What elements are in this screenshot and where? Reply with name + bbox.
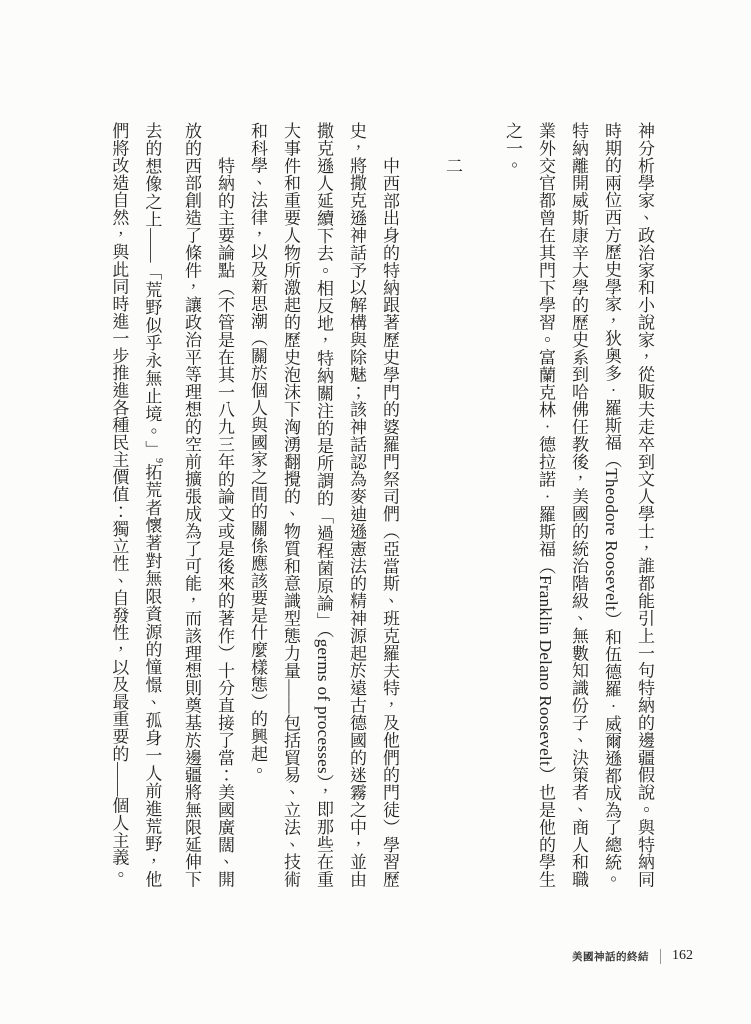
section-number: 二 xyxy=(443,157,462,175)
paragraph-3-text: 特納的主要論點（不管是在其一八九三年的論文或是後來的著作）十分直接了當：美國廣闊、開放的西部創造了條件，讓政治平等理想的空前擴張成為了可能，而該理想則奠基於邊疆將無限延伸下去的想像之上——「荒野似乎永無止境。」 xyxy=(142,122,234,888)
paragraph-2: 中西部出身的特納跟著歷史學門的婆羅門祭司們（亞當斯、班克羅夫特，及他們的門徒）學習歷史，將撒克遜神話予以解構與除魅；該神話認為麥迪遜憲法的精神源起於遠古德國的迷霧之中，並由撒克遜人延續下去。相反地，特納關注的是所謂的「過程菌原論」（germs of processes），即那些在重大事件和重要人物所激起的歷史泡沫下洶湧翻攪的、物質和意識型態力量——包括貿易、立法、技術和科學、法律，以及新思潮（關於個人與國家之間的關係應該要是什麼樣態）的興起。 xyxy=(248,122,399,888)
paragraph-1: 神分析學家、政治家和小說家，從販夫走卒到文人學士，誰都能引上一句特納的邊疆假說。與特納同時期的兩位西方歷史學家，狄奧多．羅斯福（Theodore Roosevelt）和伍德羅．威爾遜都成為了總統。特納離開威斯康辛大學的歷史系到哈佛任教後，美國的統治階級、無數知識份子、決策者、商人和職業外交官都曾在其門下學習。富蘭克林．德拉諾．羅斯福（Franklin Delano Roosevelt）也是他的學生之一。 xyxy=(503,122,654,888)
footnote-ref-9: 9 xyxy=(153,458,164,464)
page-footer xyxy=(572,946,693,966)
page-number: 162 xyxy=(672,948,693,963)
running-book-title: 美國神話的終結 xyxy=(572,950,649,963)
paragraph-3-text-continued: 拓荒者懷著對無限資源的憧憬、孤身一人前進荒野，他們將改造自然，與此同時進一步推進各種民主價值：獨立性、自發性，以及最重要的——個人主義。 xyxy=(109,122,162,888)
footer-divider-line xyxy=(660,949,661,964)
main-text xyxy=(102,122,661,888)
paragraph-3 xyxy=(102,122,241,888)
